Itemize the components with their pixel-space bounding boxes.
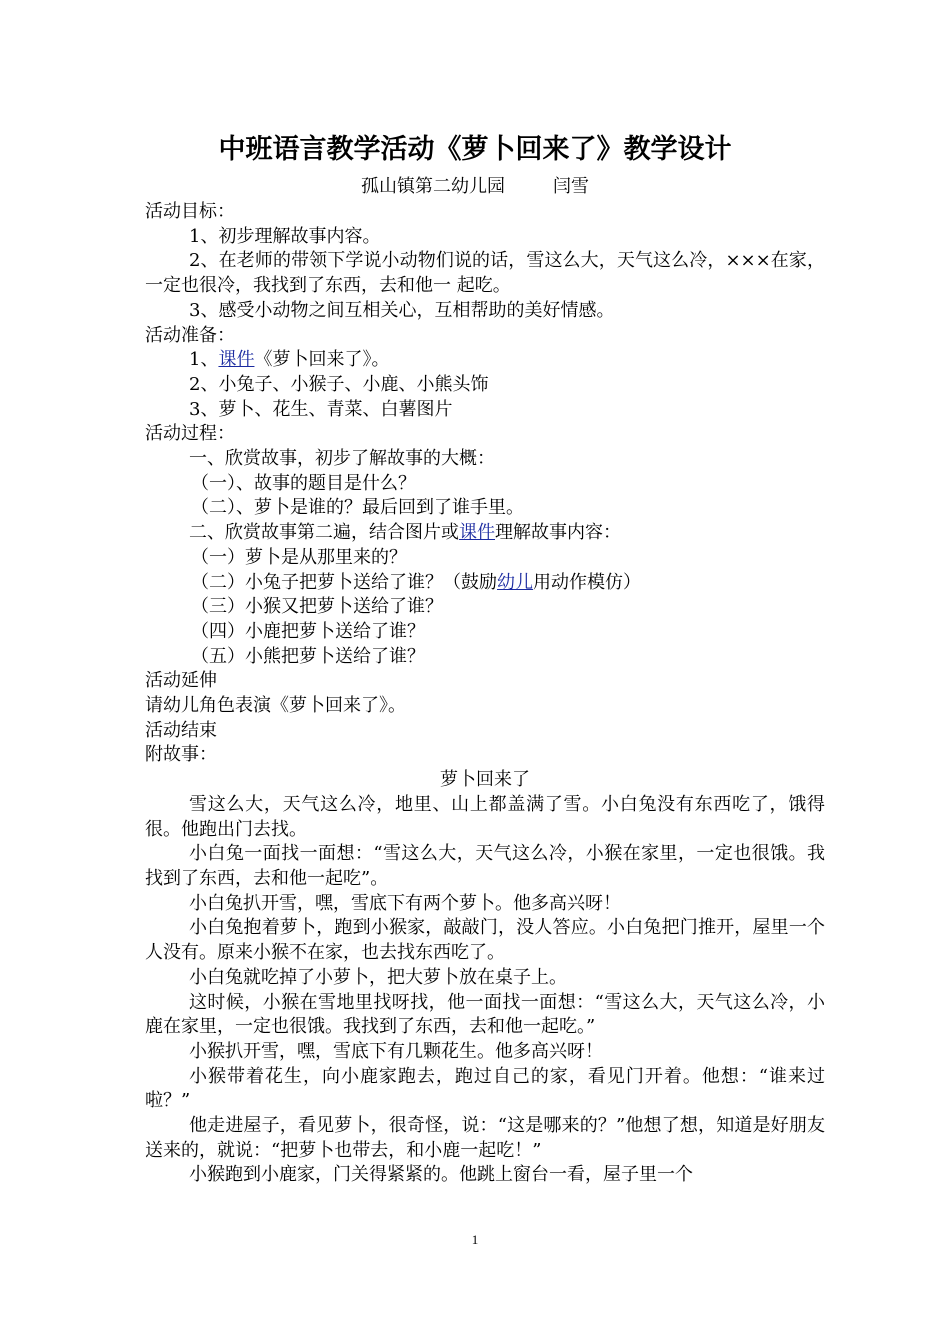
process-step-2-q2: [145, 571, 825, 596]
process-step-2-q3: （三）小猴又把萝卜送给了谁？: [191, 596, 443, 618]
story-paragraph: 小猴跑到小鹿家，门关得紧紧的。他跳上窗台一看，屋子里一个: [189, 1164, 693, 1186]
school-name: 孤山镇第二幼儿园: [361, 176, 505, 197]
story-paragraph: 小猴带着花生，向小鹿家跑去，跑过自己的家，看见门开着。他想：“谁来过啦？”: [145, 1065, 825, 1112]
process-step-2-q5: （五）小熊把萝卜送给了谁？: [191, 645, 425, 667]
process-step-2: [145, 521, 825, 546]
goal-item-2: 2、在老师的带领下学说小动物们说的话，雪这么大，天气这么冷，×××在家，一定也很冷，我找到了东西，去和他一 起吃。: [145, 250, 825, 297]
prep-item-1-suffix: 《萝卜回来了》。: [254, 349, 390, 371]
story-paragraph: 小猴扒开雪，嘿，雪底下有几颗花生。他多高兴呀！: [189, 1040, 603, 1062]
document-title: 中班语言教学活动《萝卜回来了》教学设计: [218, 134, 732, 165]
document-body: [145, 200, 825, 1188]
goal-item-3: 3、感受小动物之间互相关心，互相帮助的美好情感。: [189, 299, 615, 321]
extension-heading: 活动延伸: [145, 670, 217, 692]
story-paragraph: 小白兔一面找一面想：“雪这么大，天气这么冷，小猴在家里，一定也很饿。我找到了东西，去和他一起吃”。: [145, 843, 825, 889]
story-paragraph: 小白兔抱着萝卜，跑到小猴家，敲敲门，没人答应。小白兔把门推开，屋里一个人没有。原来小猴不在家，也去找东西吃了。: [145, 917, 825, 964]
process-step-2-q2-prefix: （二）小兔子把萝卜送给了谁？（鼓励: [191, 571, 497, 593]
courseware-link-2[interactable]: 课件: [459, 522, 495, 544]
author-name: 闫雪: [553, 176, 589, 197]
process-step-2-prefix: 二、欣赏故事第二遍，结合图片或: [189, 522, 459, 544]
prep-heading: 活动准备：: [145, 324, 235, 346]
story-paragraph: 他走进屋子，看见萝卜，很奇怪，说：“这是哪来的？”他想了想，知道是好朋友送来的，就说：“把萝卜也带去，和小鹿一起吃！”: [145, 1115, 825, 1161]
document-subtitle: [0, 174, 950, 200]
prep-item-3: 3、萝卜、花生、青菜、白薯图片: [189, 398, 453, 420]
story-paragraph: 小白兔扒开雪，嘿，雪底下有两个萝卜。他多高兴呀！: [189, 892, 621, 914]
process-step-1-q1: （一）、故事的题目是什么？: [191, 472, 416, 494]
courseware-link[interactable]: 课件: [218, 349, 255, 371]
ending-heading: 活动结束: [145, 719, 217, 741]
story-paragraph: 小白兔就吃掉了小萝卜，把大萝卜放在桌子上。: [189, 966, 567, 988]
prep-item-1-prefix: 1、: [189, 349, 219, 371]
story-paragraph: 雪这么大，天气这么冷，地里、山上都盖满了雪。小白兔没有东西吃了，饿得很。他跑出门去找。: [145, 793, 825, 840]
process-heading: 活动过程：: [145, 423, 235, 445]
extension-text: 请幼儿角色表演《萝卜回来了》。: [145, 695, 406, 717]
page-number: 1: [471, 1232, 479, 1247]
child-link[interactable]: 幼儿: [497, 571, 533, 593]
process-step-1-q2: （二）、萝卜是谁的？最后回到了谁手里。: [191, 497, 524, 519]
prep-item-1: [145, 348, 825, 373]
story-title: 萝卜回来了: [440, 769, 530, 791]
appendix-heading: 附故事：: [145, 744, 217, 766]
story-paragraph: 这时候，小猴在雪地里找呀找，他一面找一面想：“雪这么大，天气这么冷，小鹿在家里，一定也很饿。我找到了东西，去和他一起吃。”: [145, 991, 825, 1038]
process-step-2-q2-suffix: 用动作模仿）: [533, 571, 641, 593]
process-step-1: 一、欣赏故事，初步了解故事的大概：: [189, 448, 495, 470]
process-step-2-q1: （一）萝卜是从那里来的？: [191, 546, 407, 568]
prep-item-2: 2、小兔子、小猴子、小鹿、小熊头饰: [189, 373, 489, 395]
process-step-2-suffix: 理解故事内容：: [495, 522, 621, 544]
goal-item-1: 1、初步理解故事内容。: [189, 225, 381, 247]
goals-heading: 活动目标：: [145, 201, 235, 222]
process-step-2-q4: （四）小鹿把萝卜送给了谁？: [191, 620, 425, 642]
